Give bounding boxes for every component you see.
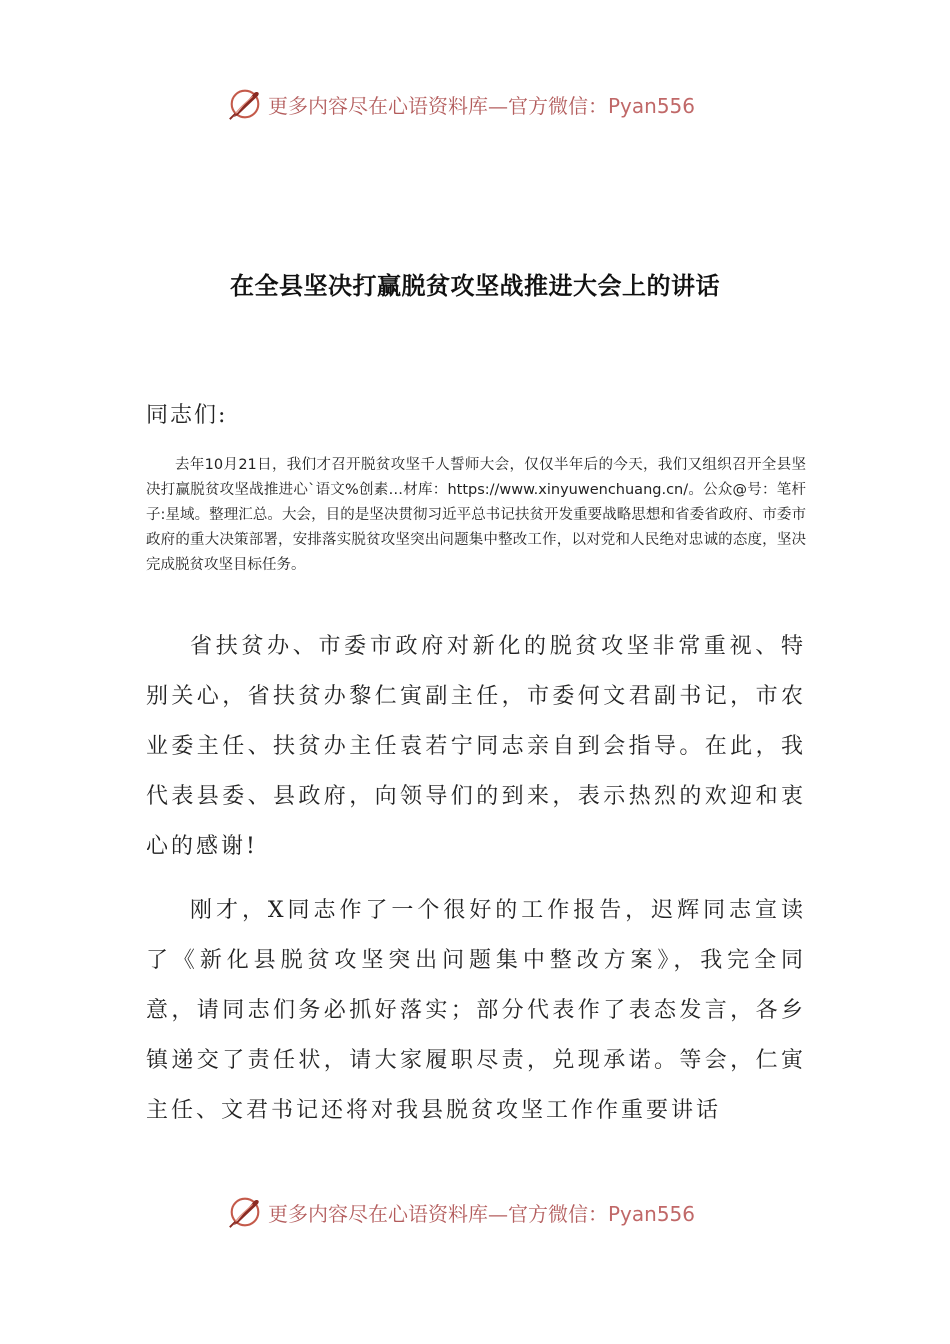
quill-pen-logo-icon (226, 1193, 264, 1231)
banner-text: 更多内容尽在心语资料库—官方微信：Pyan556 (268, 1201, 696, 1226)
salutation: 同志们: (146, 403, 228, 428)
wechat-id: Pyan556 (608, 1201, 696, 1226)
footer-banner (226, 1190, 746, 1234)
header-banner (226, 82, 746, 126)
paragraph-3: 刚才，X同志作了一个很好的工作报告，迟辉同志宣读了《新化县脱贫攻坚突出问题集中整改方案》，我完全同意，请同志们务必抓好落实；部分代表作了表态发言，各乡镇递交了责任状，请大家履职尽责，兑现承诺。等会，仁寅主任、文君书记还将对我县脱贫攻坚工作作重要讲话 (146, 898, 806, 1123)
wechat-id: Pyan556 (608, 93, 696, 118)
paragraph-1: 去年10月21日，我们才召开脱贫攻坚千人誓师大会，仅仅半年后的今天，我们又组织召开全县坚决打赢脱贫攻坚战推进心`语文%创素…材库：https://www.xinyuwenchuang.cn/。公众@号：笔杆子:星域。整理汇总。大会，目的是坚决贯彻习近平总书记扶贫开发重要战略思想和省委省政府、市委市政府的重大决策部署，安排落实脱贫攻坚突出问题集中整改工作，以对党和人民绝对忠诚的态度，坚决完成脱贫攻坚目标任务。 (146, 457, 806, 573)
page-title: 在全县坚决打赢脱贫攻坚战推进大会上的讲话 (230, 272, 720, 300)
banner-text: 更多内容尽在心语资料库—官方微信：Pyan556 (268, 93, 696, 118)
paragraph-2: 省扶贫办、市委市政府对新化的脱贫攻坚非常重视、特别关心，省扶贫办黎仁寅副主任，市委何文君副书记，市农业委主任、扶贫办主任袁若宁同志亲自到会指导。在此，我代表县委、县政府，向领导们的到来，表示热烈的欢迎和衷心的感谢! (146, 634, 806, 859)
quill-pen-logo-icon (226, 85, 264, 123)
